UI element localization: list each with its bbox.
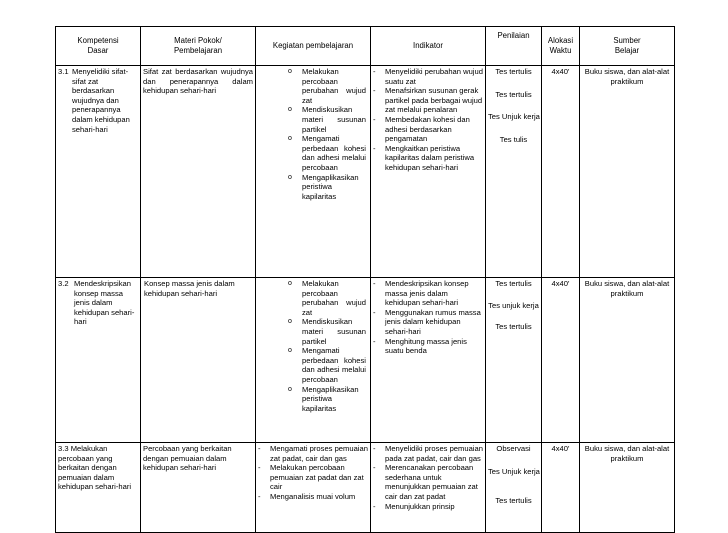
sumber-cell	[580, 66, 675, 278]
kd-number: 3.2	[58, 279, 69, 288]
header-kegiatan: Kegiatan pembelajaran	[256, 27, 371, 66]
list-item: - Mengamati proses pemuaian zat padat, cair dan gas	[256, 444, 370, 463]
list-item: - Mendeskripsikan konsep massa jenis dalam kehidupan sehari-hari	[371, 279, 485, 308]
list-item: o Mendiskusikan materi susunan partikel	[256, 105, 370, 134]
list-item: o Mengamati perbedaan kohesi dan adhesi melalui percobaan	[256, 134, 370, 172]
penilaian-item: Tes tertulis	[495, 322, 532, 332]
list-item: o Melakukan percobaan perubahan wujud zat	[256, 279, 370, 317]
penilaian-cell	[486, 66, 542, 278]
sumber-text: Buku siswa, dan alat-alat praktikum	[584, 67, 670, 86]
table-row	[56, 66, 675, 278]
kd-cell	[56, 443, 141, 533]
penilaian-cell	[486, 443, 542, 533]
kd-text: Mendeskripsikan konsep massa jenis dalam kehidupan sehari-hari	[74, 279, 135, 327]
list-item: - Menunjukkan prinsip	[371, 502, 485, 512]
materi-cell	[141, 278, 256, 443]
kegiatan-cell	[256, 278, 371, 443]
list-item: o Melakukan percobaan perubahan wujud zat	[256, 67, 370, 105]
alokasi-text: 4x40'	[551, 67, 570, 76]
kd-text: Menyelidiki sifat-sifat zat berdasarkan wujudnya dan penerapannya dalam kehidupan sehari-hari	[72, 67, 130, 134]
header-materi: Materi Pokok/ Pembelajaran	[141, 27, 256, 66]
penilaian-item: Tes Unjuk kerja	[488, 466, 540, 476]
list-item: - Mengkaitkan peristiwa kapilaritas dalam peristiwa kehidupan sehari-hari	[371, 144, 485, 173]
sumber-text: Buku siswa, dan alat-alat praktikum	[584, 444, 670, 463]
list-item: - Menafsirkan susunan gerak partikel pada berbagai wujud zat melalui penalaran	[371, 86, 485, 115]
header-sumber: Sumber Belajar	[580, 27, 675, 66]
indikator-cell	[371, 278, 486, 443]
penilaian-item: Tes unjuk kerja	[488, 300, 539, 310]
penilaian-item: Tes tertulis	[495, 89, 532, 99]
list-item: o Mendiskusikan materi susunan partikel	[256, 317, 370, 346]
sumber-cell	[580, 443, 675, 533]
kd-cell	[56, 66, 141, 278]
syllabus-table	[55, 26, 675, 533]
kd-text: Melakukan percobaan yang berkaitan dengan pemuaian dalam kehidupan sehari-hari	[58, 444, 132, 492]
table-row	[56, 278, 675, 443]
alokasi-cell	[542, 278, 580, 443]
header-row	[56, 27, 675, 66]
materi-text: Percobaan yang berkaitan dengan pemuaian dalam kehidupan sehari-hari	[143, 444, 232, 473]
kd-cell	[56, 278, 141, 443]
table-row	[56, 443, 675, 533]
list-item: - Menggunakan rumus massa jenis dalam kehidupan sehari-hari	[371, 308, 485, 337]
penilaian-item: Tes Unjuk kerja	[488, 112, 540, 122]
list-item: - Menganalisis muai volum	[256, 492, 370, 502]
penilaian-cell	[486, 278, 542, 443]
list-item: - Menyelidiki perubahan wujud suatu zat	[371, 67, 485, 86]
alokasi-text: 4x40'	[551, 279, 570, 288]
penilaian-item: Observasi	[496, 444, 531, 453]
kegiatan-cell	[256, 66, 371, 278]
header-penilaian: Penilaian	[486, 27, 542, 66]
penilaian-item: Tes tertulis	[495, 279, 532, 288]
materi-cell	[141, 443, 256, 533]
list-item: - Melakukan percobaan pemuaian zat padat dan zat cair	[256, 463, 370, 492]
header-kompetensi: Kompetensi Dasar	[56, 27, 141, 66]
sumber-cell	[580, 278, 675, 443]
header-indikator: Indikator	[371, 27, 486, 66]
kd-number: 3.1	[58, 67, 69, 76]
sumber-text: Buku siswa, dan alat-alat praktikum	[584, 279, 670, 298]
kd-number: 3.3	[58, 444, 69, 453]
indikator-cell	[371, 443, 486, 533]
list-item: - Menyelidiki proses pemuaian pada zat padat, cair dan gas	[371, 444, 485, 463]
penilaian-item: Tes tertulis	[495, 67, 532, 76]
materi-text: Sifat zat berdasarkan wujudnya dan penerapannya dalam kehidupan sehari-hari	[143, 67, 253, 96]
materi-cell	[141, 66, 256, 278]
penilaian-item: Tes tertulis	[495, 496, 532, 506]
syllabus-table-page	[55, 26, 674, 511]
kegiatan-cell	[256, 443, 371, 533]
alokasi-text: 4x40'	[551, 444, 570, 453]
list-item: o Mengaplikasikan peristiwa kapilaritas	[256, 385, 370, 414]
penilaian-item: Tes tulis	[499, 134, 528, 144]
list-item: - Membedakan kohesi dan adhesi berdasarkan pengamatan	[371, 115, 485, 144]
list-item: o Mengamati perbedaan kohesi dan adhesi melalui percobaan	[256, 346, 370, 384]
list-item: o Mengaplikasikan peristiwa kapilaritas	[256, 173, 370, 202]
indikator-cell	[371, 66, 486, 278]
materi-text: Konsep massa jenis dalam kehidupan sehari-hari	[144, 279, 235, 298]
list-item: - Merencanakan percobaan sederhana untuk menunjukkan pemuaian zat cair dan zat padat	[371, 463, 485, 501]
alokasi-cell	[542, 443, 580, 533]
alokasi-cell	[542, 66, 580, 278]
header-alokasi: Alokasi Waktu	[542, 27, 580, 66]
list-item: - Menghitung massa jenis suatu benda	[371, 337, 485, 356]
